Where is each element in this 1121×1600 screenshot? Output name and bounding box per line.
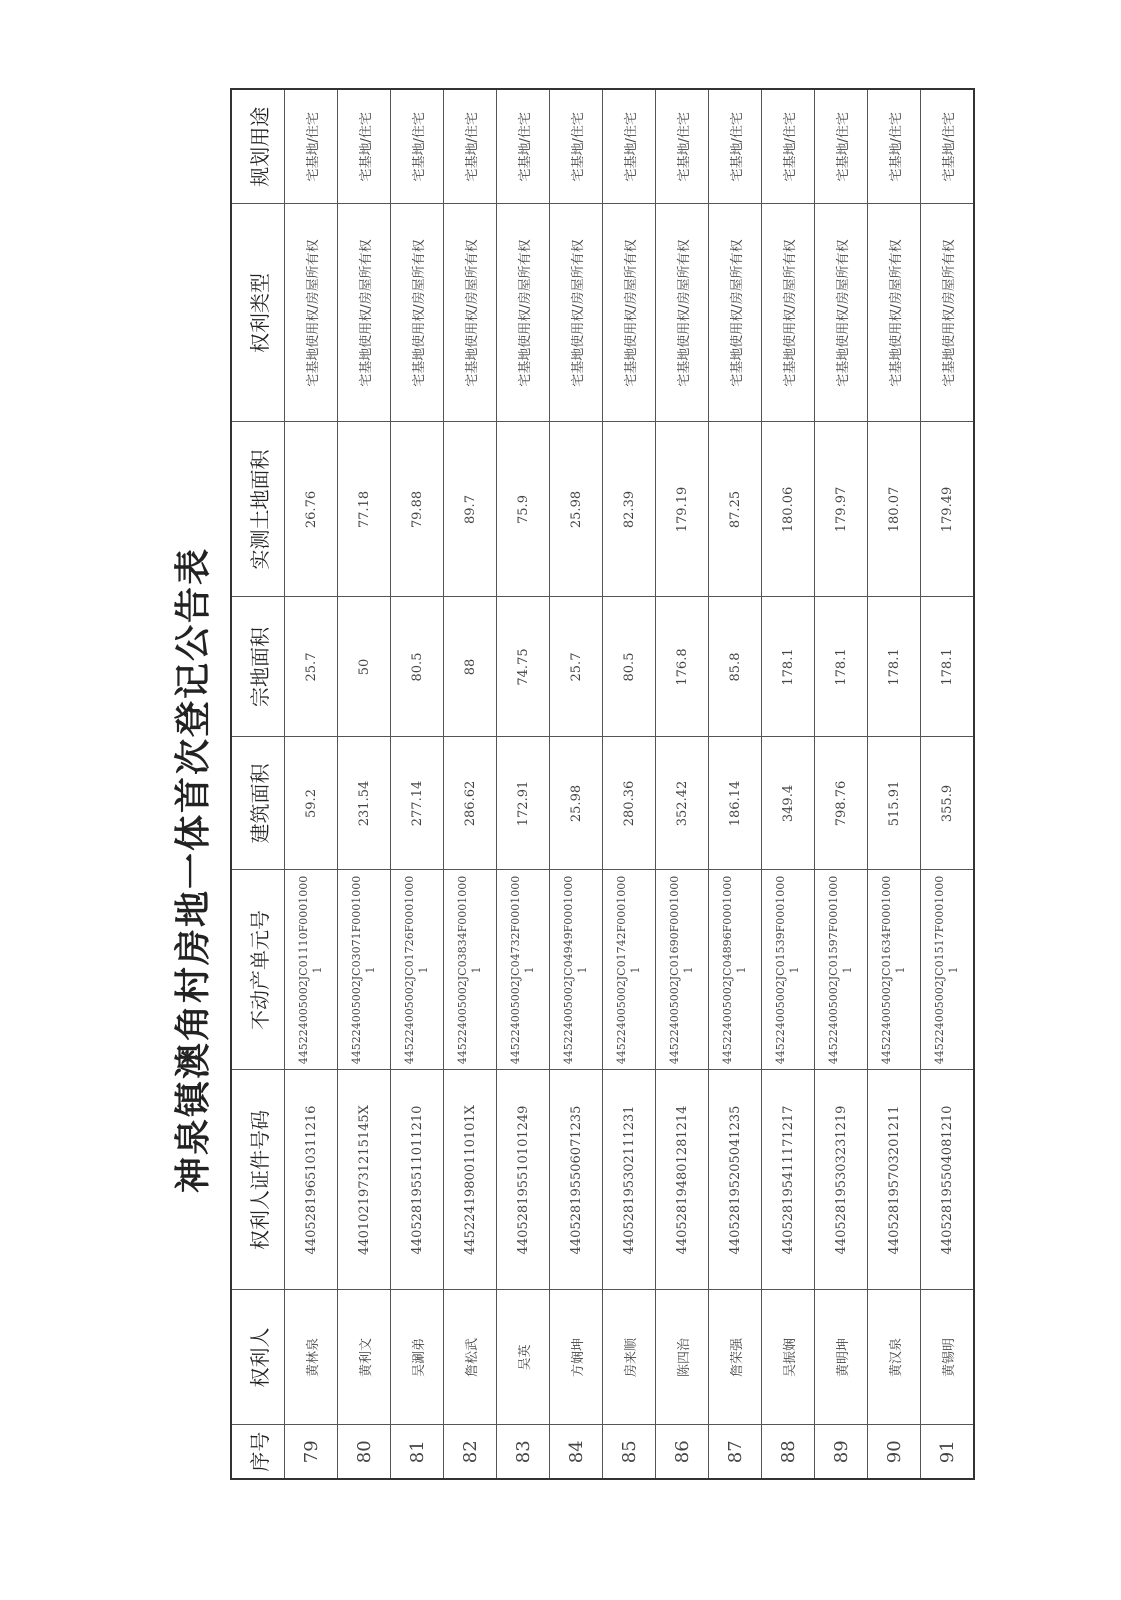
header-parcel-area: 宗地面积 — [231, 597, 285, 737]
cell-holder: 黄明坤 — [815, 1290, 868, 1425]
cell-building-area: 349.4 — [762, 737, 815, 870]
cell-building-area: 515.91 — [868, 737, 921, 870]
cell-parcel-area: 88 — [444, 597, 497, 737]
cell-parcel-area: 25.7 — [285, 597, 338, 737]
cell-building-area: 25.98 — [550, 737, 603, 870]
cell-id-number: 440528195703201211 — [868, 1070, 921, 1290]
cell-measured-area: 82.39 — [603, 422, 656, 597]
cell-right-type: 宅基地使用权/房屋所有权 — [603, 204, 656, 422]
cell-seq: 84 — [550, 1425, 603, 1479]
cell-seq: 91 — [921, 1425, 975, 1479]
cell-id-number: 440528195506071235 — [550, 1070, 603, 1290]
cell-right-type: 宅基地使用权/房屋所有权 — [762, 204, 815, 422]
cell-right-type: 宅基地使用权/房屋所有权 — [921, 204, 975, 422]
table-row — [656, 89, 709, 1479]
cell-building-area: 231.54 — [338, 737, 391, 870]
cell-holder: 方娴坤 — [550, 1290, 603, 1425]
cell-unit-number: 445224005002JC04896F00010001 — [709, 870, 762, 1070]
cell-measured-area: 89.7 — [444, 422, 497, 597]
cell-unit-number: 445224005002JC01539F00010001 — [762, 870, 815, 1070]
cell-parcel-area: 80.5 — [603, 597, 656, 737]
cell-right-type: 宅基地使用权/房屋所有权 — [285, 204, 338, 422]
cell-holder: 陈四治 — [656, 1290, 709, 1425]
cell-seq: 82 — [444, 1425, 497, 1479]
cell-building-area: 59.2 — [285, 737, 338, 870]
cell-holder: 黄汉泉 — [868, 1290, 921, 1425]
cell-seq: 83 — [497, 1425, 550, 1479]
table-row — [709, 89, 762, 1479]
header-unit-number: 不动产单元号 — [231, 870, 285, 1070]
cell-seq: 79 — [285, 1425, 338, 1479]
cell-planned-use: 宅基地/住宅 — [603, 89, 656, 204]
header-right-type: 权利类型 — [231, 204, 285, 422]
cell-planned-use: 宅基地/住宅 — [497, 89, 550, 204]
cell-unit-number: 445224005002JC01597F00010001 — [815, 870, 868, 1070]
cell-holder: 詹荣强 — [709, 1290, 762, 1425]
cell-parcel-area: 178.1 — [868, 597, 921, 737]
cell-planned-use: 宅基地/住宅 — [868, 89, 921, 204]
cell-planned-use: 宅基地/住宅 — [444, 89, 497, 204]
cell-id-number: 44522419800110101X — [444, 1070, 497, 1290]
cell-measured-area: 180.07 — [868, 422, 921, 597]
cell-holder: 吴英 — [497, 1290, 550, 1425]
table-row — [285, 89, 338, 1479]
cell-parcel-area: 178.1 — [762, 597, 815, 737]
table-row — [444, 89, 497, 1479]
cell-building-area: 355.9 — [921, 737, 975, 870]
cell-parcel-area: 50 — [338, 597, 391, 737]
cell-id-number: 440528195303231219 — [815, 1070, 868, 1290]
cell-holder: 黄林泉 — [285, 1290, 338, 1425]
cell-measured-area: 79.88 — [391, 422, 444, 597]
header-holder: 权利人 — [231, 1290, 285, 1425]
cell-right-type: 宅基地使用权/房屋所有权 — [815, 204, 868, 422]
cell-holder: 黄锡明 — [921, 1290, 975, 1425]
cell-id-number: 440528194801281214 — [656, 1070, 709, 1290]
cell-holder: 詹松武 — [444, 1290, 497, 1425]
cell-id-number: 440528196510311216 — [285, 1070, 338, 1290]
cell-planned-use: 宅基地/住宅 — [815, 89, 868, 204]
table-row — [815, 89, 868, 1479]
cell-measured-area: 77.18 — [338, 422, 391, 597]
cell-measured-area: 180.06 — [762, 422, 815, 597]
cell-holder: 黄利文 — [338, 1290, 391, 1425]
cell-unit-number: 445224005002JC03834F00010001 — [444, 870, 497, 1070]
cell-right-type: 宅基地使用权/房屋所有权 — [444, 204, 497, 422]
table-row — [603, 89, 656, 1479]
cell-unit-number: 445224005002JC01634F00010001 — [868, 870, 921, 1070]
cell-holder: 吴振娴 — [762, 1290, 815, 1425]
cell-building-area: 352.42 — [656, 737, 709, 870]
table-row — [338, 89, 391, 1479]
cell-id-number: 440528195302111231 — [603, 1070, 656, 1290]
table-row — [921, 89, 975, 1479]
header-id-number: 权利人证件号码 — [231, 1070, 285, 1290]
cell-parcel-area: 80.5 — [391, 597, 444, 737]
cell-seq: 88 — [762, 1425, 815, 1479]
cell-unit-number: 445224005002JC01726F00010001 — [391, 870, 444, 1070]
cell-id-number: 440528195510101249 — [497, 1070, 550, 1290]
cell-building-area: 186.14 — [709, 737, 762, 870]
cell-unit-number: 445224005002JC04732F00010001 — [497, 870, 550, 1070]
cell-planned-use: 宅基地/住宅 — [391, 89, 444, 204]
header-planned-use: 规划用途 — [231, 89, 285, 204]
cell-holder: 房来顺 — [603, 1290, 656, 1425]
table-row — [391, 89, 444, 1479]
cell-parcel-area: 85.8 — [709, 597, 762, 737]
table-body — [285, 89, 975, 1479]
cell-building-area: 277.14 — [391, 737, 444, 870]
cell-planned-use: 宅基地/住宅 — [285, 89, 338, 204]
announcement-table — [230, 88, 975, 1480]
cell-planned-use: 宅基地/住宅 — [656, 89, 709, 204]
cell-measured-area: 26.76 — [285, 422, 338, 597]
cell-parcel-area: 25.7 — [550, 597, 603, 737]
cell-parcel-area: 74.75 — [497, 597, 550, 737]
cell-parcel-area: 176.8 — [656, 597, 709, 737]
cell-seq: 86 — [656, 1425, 709, 1479]
cell-measured-area: 179.97 — [815, 422, 868, 597]
cell-planned-use: 宅基地/住宅 — [709, 89, 762, 204]
cell-holder: 吴涮弟 — [391, 1290, 444, 1425]
header-row — [231, 89, 285, 1479]
cell-right-type: 宅基地使用权/房屋所有权 — [497, 204, 550, 422]
cell-right-type: 宅基地使用权/房屋所有权 — [868, 204, 921, 422]
cell-id-number: 440528195205041235 — [709, 1070, 762, 1290]
cell-seq: 81 — [391, 1425, 444, 1479]
cell-planned-use: 宅基地/住宅 — [921, 89, 975, 204]
cell-planned-use: 宅基地/住宅 — [338, 89, 391, 204]
cell-right-type: 宅基地使用权/房屋所有权 — [709, 204, 762, 422]
cell-planned-use: 宅基地/住宅 — [762, 89, 815, 204]
cell-right-type: 宅基地使用权/房屋所有权 — [656, 204, 709, 422]
table-row — [762, 89, 815, 1479]
header-measured-area: 实测土地面积 — [231, 422, 285, 597]
cell-right-type: 宅基地使用权/房屋所有权 — [391, 204, 444, 422]
cell-building-area: 280.36 — [603, 737, 656, 870]
cell-building-area: 798.76 — [815, 737, 868, 870]
cell-seq: 87 — [709, 1425, 762, 1479]
cell-seq: 90 — [868, 1425, 921, 1479]
cell-id-number: 440528195511011210 — [391, 1070, 444, 1290]
cell-unit-number: 445224005002JC04949F00010001 — [550, 870, 603, 1070]
cell-seq: 85 — [603, 1425, 656, 1479]
cell-building-area: 286.62 — [444, 737, 497, 870]
cell-seq: 89 — [815, 1425, 868, 1479]
table-row — [497, 89, 550, 1479]
cell-building-area: 172.91 — [497, 737, 550, 870]
cell-seq: 80 — [338, 1425, 391, 1479]
cell-measured-area: 179.49 — [921, 422, 975, 597]
header-seq: 序号 — [231, 1425, 285, 1479]
cell-measured-area: 87.25 — [709, 422, 762, 597]
page-title: 神泉镇澳角村房地一体首次登记公告表 — [173, 547, 214, 1194]
cell-id-number: 440528195411171217 — [762, 1070, 815, 1290]
cell-measured-area: 25.98 — [550, 422, 603, 597]
cell-unit-number: 445224005002JC01742F00010001 — [603, 870, 656, 1070]
table-container — [230, 90, 972, 1480]
cell-unit-number: 445224005002JC03071F00010001 — [338, 870, 391, 1070]
cell-unit-number: 445224005002JC01690F00010001 — [656, 870, 709, 1070]
cell-right-type: 宅基地使用权/房屋所有权 — [550, 204, 603, 422]
header-building-area: 建筑面积 — [231, 737, 285, 870]
cell-measured-area: 179.19 — [656, 422, 709, 597]
cell-parcel-area: 178.1 — [815, 597, 868, 737]
cell-unit-number: 445224005002JC01517F00010001 — [921, 870, 975, 1070]
table-row — [550, 89, 603, 1479]
cell-id-number: 440528195504081210 — [921, 1070, 975, 1290]
cell-planned-use: 宅基地/住宅 — [550, 89, 603, 204]
cell-parcel-area: 178.1 — [921, 597, 975, 737]
cell-unit-number: 445224005002JC01110F00010001 — [285, 870, 338, 1070]
cell-id-number: 44010219731215145X — [338, 1070, 391, 1290]
table-row — [868, 89, 921, 1479]
cell-measured-area: 75.9 — [497, 422, 550, 597]
cell-right-type: 宅基地使用权/房屋所有权 — [338, 204, 391, 422]
